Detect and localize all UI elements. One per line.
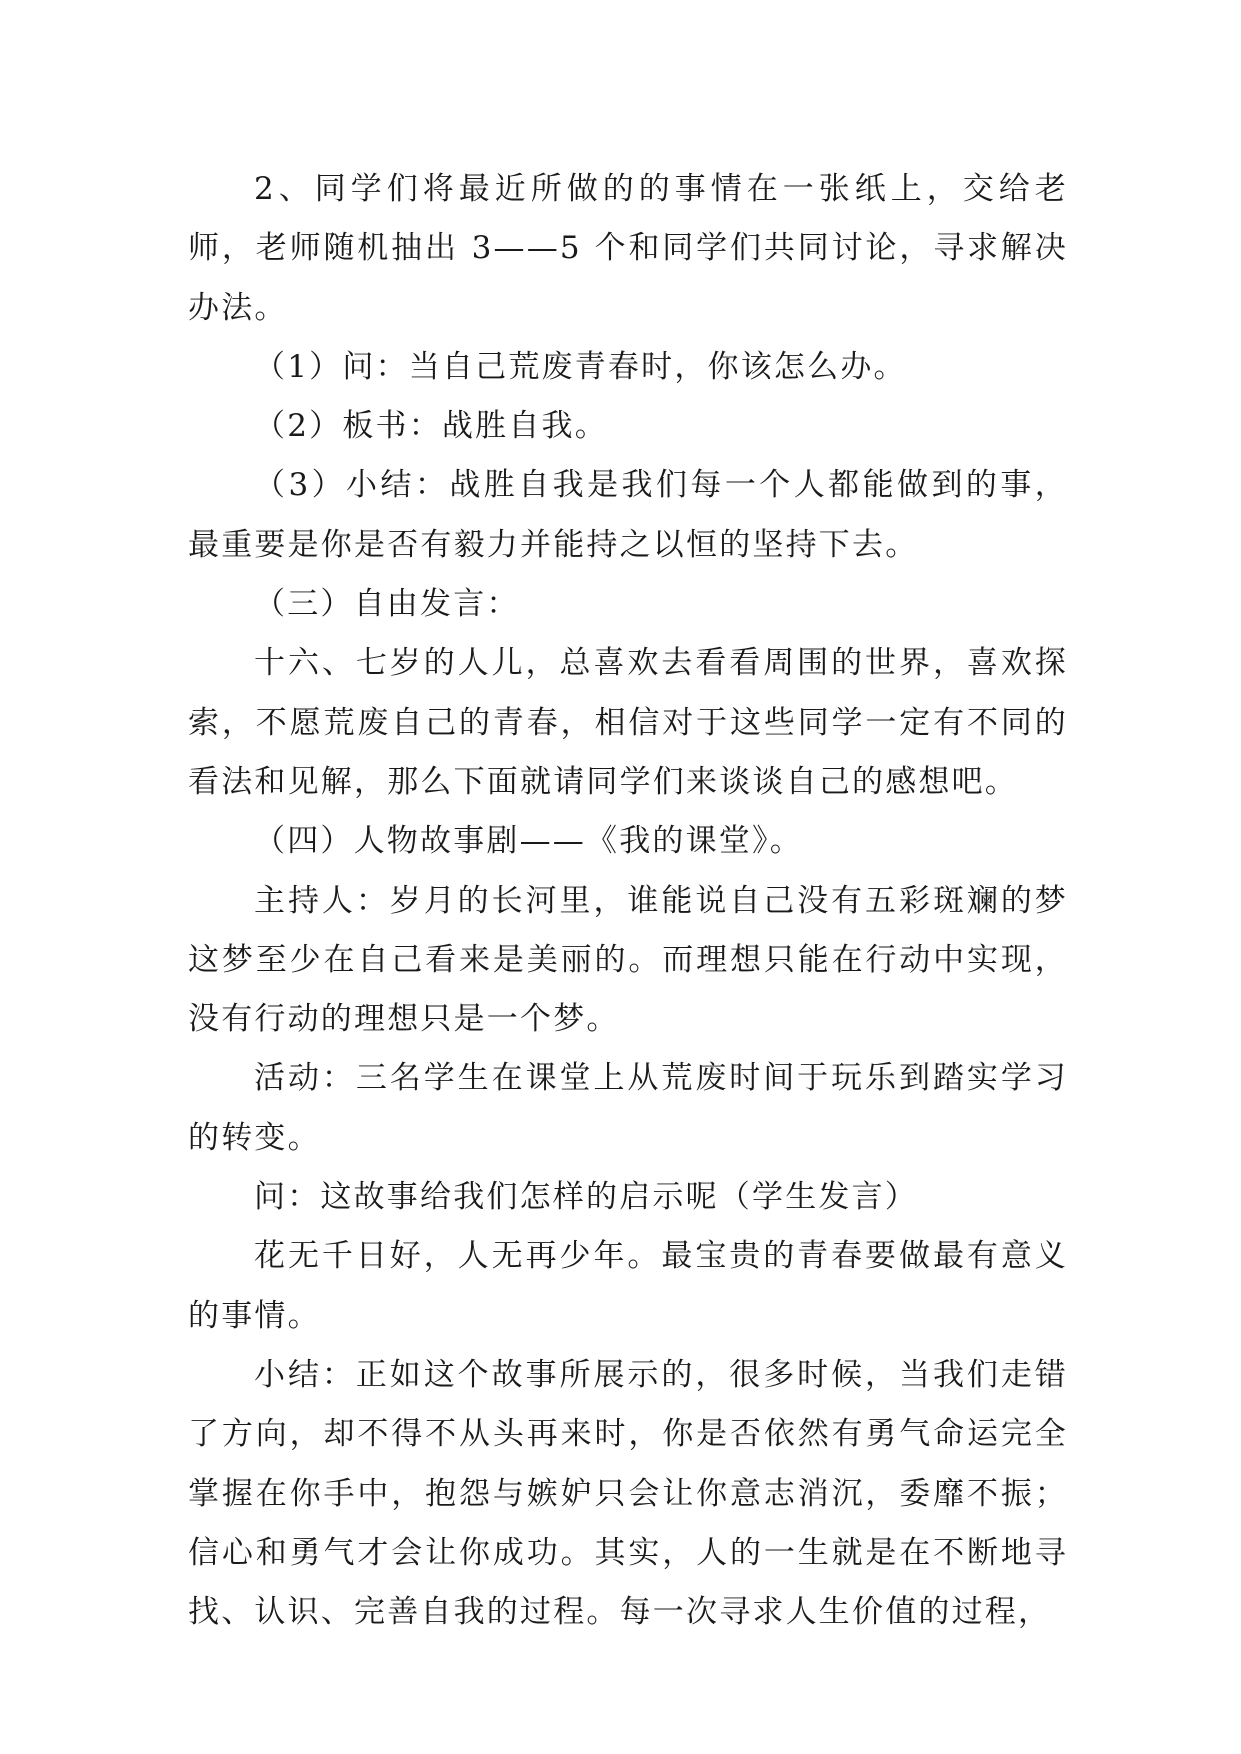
paragraph-free-speech-body: 十六、七岁的人儿，总喜欢去看看周围的世界，喜欢探索，不愿荒废自己的青春，相信对于这些同学一定有不同的看法和见解，那么下面就请同学们来谈谈自己的感想吧。	[188, 645, 1068, 800]
paragraph-final-summary: 小结：正如这个故事所展示的，很多时候，当我们走错了方向，却不得不从头再来时，你是否依然有勇气命运完全掌握在你手中，抱怨与嫉妒只会让你意志消沉，委靡不振；信心和勇气才会让你成功。其实，人的一生就是在不断地寻找、认识、完善自我的过程。每一次寻求人生价值的过程，	[188, 1356, 1068, 1631]
paragraph-question-story: 问：这故事给我们怎样的启示呢（学生发言）	[254, 1179, 918, 1216]
paragraph-discussion-task: 2、同学们将最近所做的的事情在一张纸上，交给老师，老师随机抽出 3——5 个和同学们共同讨论，寻求解决办法。	[188, 171, 1068, 326]
paragraph-question-1: （1）问：当自己荒废青春时，你该怎么办。	[254, 348, 907, 385]
paragraph-host-speech: 主持人：岁月的长河里，谁能说自己没有五彩斑斓的梦这梦至少在自己看来是美丽的。而理想只能在行动中实现，没有行动的理想只是一个梦。	[188, 882, 1068, 1038]
paragraph-blackboard-2: （2）板书：战胜自我。	[254, 408, 608, 445]
document-body	[188, 160, 1068, 1642]
paragraph-activity: 活动：三名学生在课堂上从荒废时间于玩乐到踏实学习的转变。	[188, 1060, 1068, 1156]
paragraph-summary-3: （3）小结：战胜自我是我们每一个人都能做到的事，最重要是你是否有毅力并能持之以恒的坚持下去。	[188, 467, 1068, 563]
paragraph-proverb: 花无千日好，人无再少年。最宝贵的青春要做最有意义的事情。	[188, 1238, 1068, 1334]
paragraph-story-play-heading: （四）人物故事剧——《我的课堂》。	[254, 823, 803, 860]
paragraph-free-speech-heading: （三）自由发言：	[254, 586, 520, 623]
